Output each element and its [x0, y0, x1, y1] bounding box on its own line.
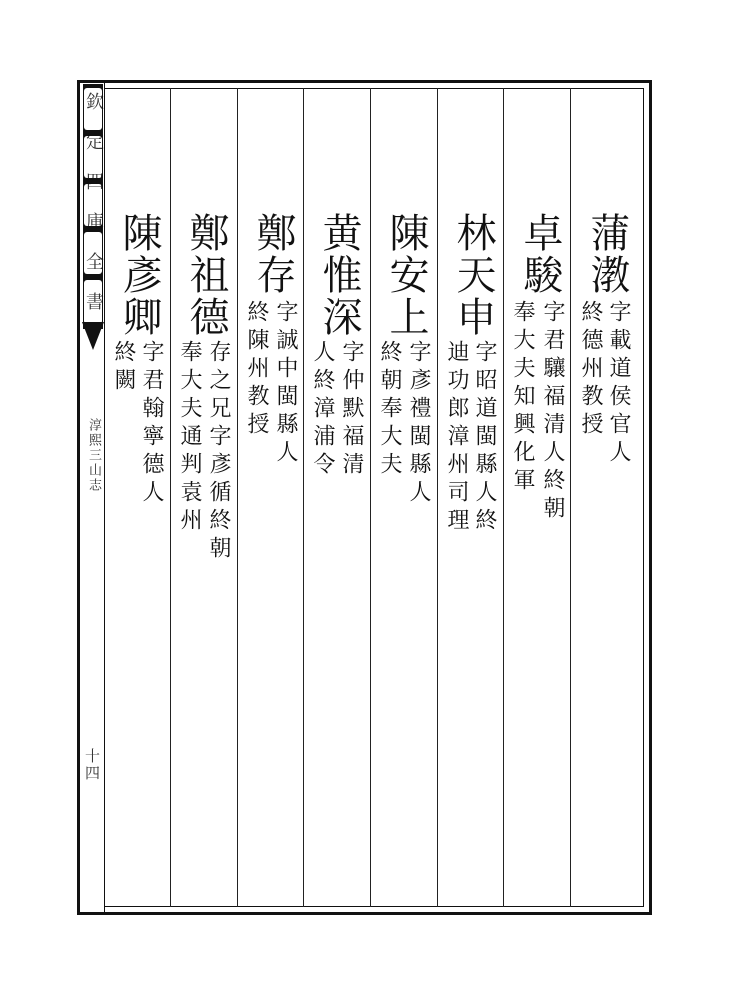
entry-note-right: 存之兄字彥循終朝 — [206, 340, 231, 564]
entry-note-right: 字誠中閩縣人 — [273, 300, 298, 468]
entry-name: 卓駿 — [517, 212, 563, 296]
column-rule — [237, 88, 238, 907]
entry-note-left: 奉大夫知興化軍 — [510, 300, 535, 496]
entry-note-left: 人終漳浦令 — [310, 340, 335, 480]
entry-note-right: 字君翰寧德人 — [139, 340, 164, 508]
entry-note-left: 終陳州教授 — [244, 300, 269, 440]
column-rule — [503, 88, 504, 907]
column-rule — [437, 88, 438, 907]
entry-note-left: 終朝奉大夫 — [377, 340, 402, 480]
column-rule — [170, 88, 171, 907]
fold-page-number: 十四 — [83, 748, 101, 782]
entry-note-right: 字昭道閩縣人終 — [472, 340, 497, 536]
entry-name: 黄惟深 — [316, 212, 362, 338]
entry-note-right: 字載道侯官人 — [606, 300, 631, 468]
entry-note-left: 終德州教授 — [578, 300, 603, 440]
entry-note-left: 終闕 — [111, 340, 136, 396]
fold-book-title: 淳熙三山志 — [86, 418, 101, 493]
entry-name: 陳安上 — [383, 212, 429, 338]
entry-note-left: 奉大夫通判袁州 — [177, 340, 202, 536]
entry-note-right: 字彥禮閩縣人 — [406, 340, 431, 508]
entry-name: 鄭祖德 — [183, 212, 229, 338]
entry-note-right: 字君驤福清人終朝 — [540, 300, 565, 524]
column-rule — [570, 88, 571, 907]
entry-name: 蒲漖 — [584, 212, 630, 296]
entry-note-right: 字仲默福清 — [339, 340, 364, 480]
column-rule — [370, 88, 371, 907]
entry-name: 林天申 — [450, 212, 496, 338]
entry-note-left: 迪功郎漳州司理 — [444, 340, 469, 536]
column-rule — [303, 88, 304, 907]
entry-name: 陳彥卿 — [116, 212, 162, 338]
fold-series-title: 欽定四庫全書 — [83, 92, 104, 332]
entry-name: 鄭存 — [250, 212, 296, 296]
